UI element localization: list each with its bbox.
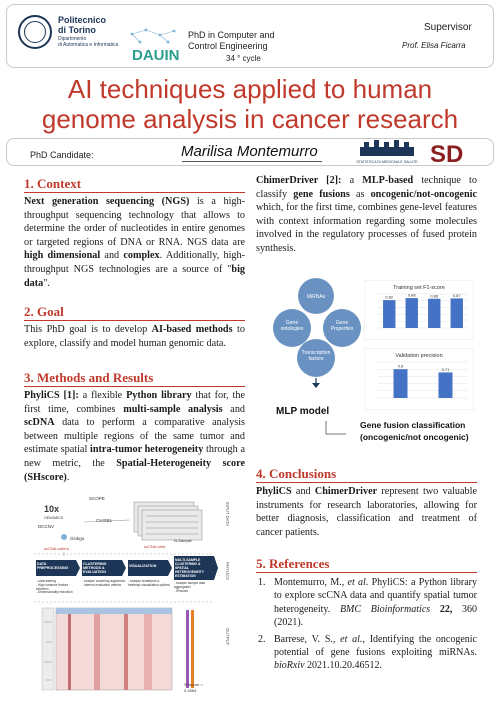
dendrogram xyxy=(42,608,54,690)
conclusions-text xyxy=(256,485,477,539)
circle-bottom-label: Transcription factors xyxy=(301,350,331,362)
context-part-7: ". xyxy=(43,277,50,289)
reference-etal: et al xyxy=(347,577,366,588)
sample-strip-1 xyxy=(186,610,189,688)
conclusions-part-1: and xyxy=(291,486,315,497)
conclusions-underline xyxy=(256,482,477,483)
step-label-3: VISUALIZATION xyxy=(129,564,157,568)
shscore-label: SHscore = xyxy=(184,682,203,687)
supervisor-label: Supervisor xyxy=(424,22,472,33)
candidate-label: PhD Candidate: xyxy=(30,150,94,160)
context-part-2: high dimensional xyxy=(24,250,101,262)
reference-rest: . PhyliCS: a Python library to explore scCNA data and quantify spatial tumor heterogeneity. xyxy=(274,577,477,615)
reference-item xyxy=(258,576,477,630)
bar-1 xyxy=(394,369,408,398)
references-heading: 5. References xyxy=(256,556,330,571)
bar-value-label: 0.82 xyxy=(385,294,394,300)
goal-part-0: This PhD goal is to develop xyxy=(24,324,152,335)
goal-part-2: to explore, classify and model human genomic data. xyxy=(24,324,245,349)
step-bullets-4: - Multiple sample data aggregation - SHscore xyxy=(174,582,206,593)
step-bullets-3: - Multiple scatterplot & heatmap visualization options xyxy=(128,580,170,587)
fig-chisel-label: CHISEL xyxy=(96,518,113,523)
side-label-input: INPUT DATA xyxy=(225,502,230,527)
bar-value-label: 0.8 xyxy=(397,363,404,369)
dauin-logo xyxy=(128,26,182,66)
context-part-6: big data xyxy=(24,263,245,289)
department-line-1: Dipartimento xyxy=(58,36,87,42)
context-part-5: . Additionally, high-throughput NGS technologies are a source of " xyxy=(24,250,246,275)
conclusions-heading: 4. Conclusions xyxy=(256,466,337,481)
department-line-2: di Automatica e Informatica xyxy=(58,42,119,48)
title-line-2: genome analysis in cancer research xyxy=(41,104,459,134)
bar-value-label: 0.88 xyxy=(407,292,416,298)
university-line-1: Politecnico xyxy=(58,15,107,25)
phylics-part-7: data to perform a comparative analysis between multiple regions of the same tumor and estimate spatial xyxy=(24,417,245,456)
phylics-part-0: PhyliCS [1]: xyxy=(24,390,79,401)
reference-item xyxy=(258,633,477,673)
bar-4 xyxy=(451,298,463,328)
chimer-part-1: a xyxy=(341,175,363,186)
phylics-part-2: Python library xyxy=(126,390,192,401)
phylics-part-4: multi-sample analysis xyxy=(123,403,223,415)
chimer-part-6: oncogenic/not-oncogenic xyxy=(370,188,477,200)
phylics-figure xyxy=(34,492,246,700)
step-bullets-1: - Data filtering - High variance feature selection - Dimensionality reduction xyxy=(36,580,73,595)
reference-volume: 22, xyxy=(430,603,453,615)
supervisor-name: Prof. Elisa Ficarra xyxy=(402,41,466,50)
fig-10x-sub-label: GENOMICS xyxy=(44,516,64,520)
conclusions-part-0: PhyliCS xyxy=(256,486,292,497)
output-line-2: (oncogenic/not oncogenic) xyxy=(360,432,469,442)
context-part-4: complex xyxy=(123,250,160,262)
step-bullets-2: - Multiple clustering algorithms - Internal evaluation metrics xyxy=(82,580,126,587)
seal-icon xyxy=(18,15,52,49)
bar-value-label: 0.71 xyxy=(441,366,450,372)
chimer-text xyxy=(256,174,477,256)
candidate-name: Marilisa Montemurro xyxy=(181,143,318,160)
phylics-part-9: through a new metric, the xyxy=(24,444,245,469)
methods-underline xyxy=(24,386,245,387)
phd-program-line-2: Control Engineering xyxy=(188,41,268,51)
phylics-part-3: that for, the first time, combines xyxy=(24,390,245,415)
phylics-part-5: and xyxy=(222,403,246,415)
phylics-part-10: Spatial-Heterogeneity score (SHscore) xyxy=(24,457,245,483)
references-underline xyxy=(256,572,477,573)
dauin-logo-text: DAUIN xyxy=(132,47,180,64)
context-text xyxy=(24,195,245,290)
output-line-1: Gene fusion classification xyxy=(360,420,466,430)
chart-training-f1-title: Training set F1-score xyxy=(393,285,445,291)
fig-cells-label: scCNA cells xyxy=(144,544,166,549)
reference-tail: 2021.10.20.46512. xyxy=(304,660,383,672)
step-label-2: CLUSTERING METHODS & EVALUATION xyxy=(83,562,107,575)
mlp-label: MLP model xyxy=(276,406,330,417)
fig-callers-label: scCNA callers xyxy=(44,546,69,551)
university-line-2: di Torino xyxy=(58,25,96,35)
phylics-part-8: intra-tumor heterogeneity xyxy=(90,444,204,456)
goal-part-1: AI-based methods xyxy=(151,324,233,335)
reference-authors: Montemurro, M., xyxy=(274,577,348,588)
heatmap xyxy=(56,608,172,690)
fig-10x-label: 10x xyxy=(44,504,60,514)
fig-nsample-label: N-Sample xyxy=(174,538,192,543)
context-part-3: and xyxy=(100,250,124,262)
reference-rest: , Identifying the oncogenic potential of gene fusions exploiting miRNAs. xyxy=(274,633,477,659)
reference-authors: Barrese, V. S., xyxy=(274,633,341,645)
chimer-part-0: ChimerDriver [2]: xyxy=(256,175,342,186)
fig-ginkgo-label: Ginkgo xyxy=(70,536,85,541)
reference-list xyxy=(258,576,477,673)
side-label-phylics: PHYLICS xyxy=(225,562,230,580)
chimer-part-3: technique to classify xyxy=(256,175,477,200)
bar-value-label: 0.87 xyxy=(452,292,461,298)
bar-value-label: 0.86 xyxy=(430,293,439,299)
chimer-part-4: gene fusions xyxy=(293,188,350,200)
partner-logo-2-text: SD xyxy=(430,141,464,166)
conclusions-part-2: ChimerDriver xyxy=(314,486,378,497)
context-part-0: Next generation sequencing (NGS) xyxy=(24,196,190,207)
reference-etal: et al. xyxy=(340,633,363,645)
ginkgo-icon xyxy=(61,534,67,540)
partner-logo-2 xyxy=(428,138,476,166)
chart-training-f1 xyxy=(364,280,474,340)
sample-strip-2 xyxy=(191,610,194,688)
bar-3 xyxy=(428,299,440,328)
circle-mirnas-label: MiRNAs xyxy=(306,294,326,300)
reference-num: 1. xyxy=(258,577,266,588)
context-underline xyxy=(24,192,245,193)
chimer-part-7: which, for the first time, combines gene-level features with context information regarding some molecules involved in the regulatory processes of fused protein synthesis. xyxy=(256,202,477,254)
phd-program-line-1: PhD in Computer and xyxy=(188,30,275,40)
cycle: 34 ° cycle xyxy=(226,54,261,63)
circle-left-label: Gene ontologies xyxy=(280,320,304,332)
bar-2 xyxy=(406,298,418,328)
reference-tail: 360 (2021). xyxy=(274,603,477,629)
circle-right-label: Gene Properties xyxy=(330,320,354,332)
phylics-part-1: a flexible xyxy=(78,390,127,401)
side-label-output: OUTPUT xyxy=(225,628,230,646)
bar-1 xyxy=(383,300,395,328)
candidate-underline xyxy=(182,161,322,162)
phylics-text xyxy=(24,389,245,484)
chart-validation-precision xyxy=(364,348,474,410)
fig-scope-label: SCOPE xyxy=(89,496,105,501)
reference-journal: BMC Bioinformatics xyxy=(339,603,431,615)
methods-heading: 3. Methods and Results xyxy=(24,370,154,385)
goal-text xyxy=(24,323,245,350)
context-part-1: is a high-throughput sequencing technology that allows to determine the order of nucleotides in entire genomes or targeted regions of DNA or RNA. NGS data are xyxy=(24,196,245,248)
shscore-value: 0.1864 xyxy=(184,688,197,693)
reference-num: 2. xyxy=(258,633,266,645)
fig-dccnv-label: DCCNV xyxy=(38,524,55,529)
goal-underline xyxy=(24,320,245,321)
chimer-part-2: MLP-based xyxy=(362,175,414,186)
chart-validation-precision-title: Validation precision xyxy=(395,353,443,359)
chimer-part-5: as xyxy=(349,188,371,200)
phylics-part-6: scDNA xyxy=(24,417,55,429)
partner-logo-1 xyxy=(356,139,418,165)
partner-logo-1-text: STATISTICA DI MEDICINA E SALUTE xyxy=(356,160,418,164)
reference-journal: bioRxiv xyxy=(274,660,305,672)
phylics-part-11: . xyxy=(66,471,70,483)
poster-title xyxy=(0,74,500,134)
goal-heading: 2. Goal xyxy=(24,304,64,319)
bar-2 xyxy=(439,372,453,398)
conclusions-part-3: represent two valuable instruments for research laboratories, allowing for better diagnosis, classification and treatment of cancer patients. xyxy=(256,486,477,538)
title-line-1: AI techniques applied to human xyxy=(67,74,433,104)
context-heading: 1. Context xyxy=(24,176,82,191)
step-label-4: MULTI-SAMPLE CLUSTERING & SPATIAL HETEROGENEITY ESTIMATION xyxy=(175,558,204,578)
step-label-1: DATA PREPROCESSING xyxy=(37,562,69,571)
